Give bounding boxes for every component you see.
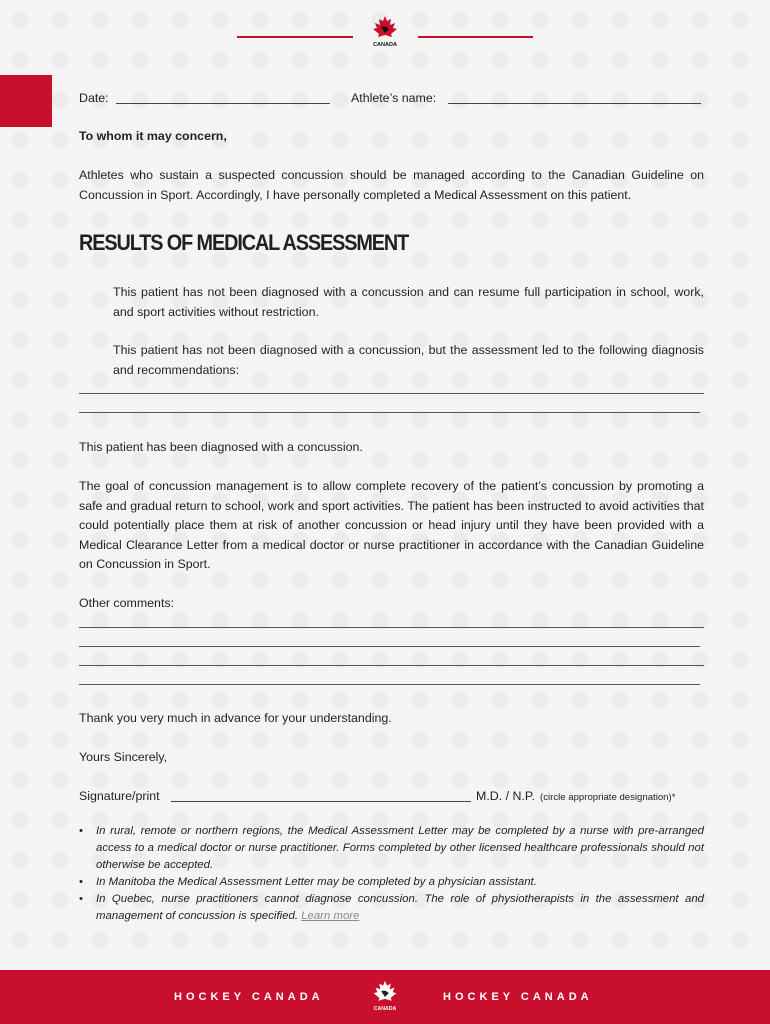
red-corner-tab (0, 75, 52, 127)
goal-paragraph: The goal of concussion management is to allow complete recovery of the patient’s concussion by promoting a safe and gradual return to school, work and sport activities. The patient has been instructed to avoid activities that could potentially place them at risk of another concussion or head injury until they have been provided with a Medical Clearance Letter from a medical doctor or nurse practitioner in accordance with the Canadian Guideline on Concussion in Sport. (79, 479, 704, 571)
date-field[interactable] (116, 103, 330, 104)
hockey-canada-logo (366, 14, 404, 48)
footnote-text: In Quebec, nurse practitioners cannot diagnose concussion. The role of physiotherapists in the assessment and management of concussion is specified. (96, 893, 704, 922)
footer-bar (0, 970, 770, 1024)
footer-brand-left: HOCKEY CANADA (174, 991, 324, 1003)
footer-brand-right: HOCKEY CANADA (443, 991, 593, 1003)
footnote-item (79, 874, 704, 891)
option-not-diagnosed-recommendations: This patient has not been diagnosed with a concussion, but the assessment led to the following diagnosis and recommendations: (113, 343, 704, 377)
header-logo-label: CANADA (373, 42, 397, 48)
bullet: • (79, 825, 83, 837)
date-label: Date: (79, 91, 109, 105)
option-diagnosed: This patient has been diagnosed with a concussion. (79, 440, 363, 454)
footnote-item (79, 891, 704, 925)
footnotes (79, 823, 704, 925)
recommendations-line-1[interactable] (79, 393, 704, 394)
greeting: To whom it may concern, (79, 129, 227, 143)
section-title: RESULTS OF MEDICAL ASSESSMENT (79, 230, 409, 255)
comments-line-3[interactable] (79, 665, 704, 666)
header-rule-right (418, 36, 533, 38)
footer-maple-leaf-logo (367, 978, 403, 1014)
athlete-name-label: Athlete’s name: (351, 91, 437, 105)
signature-field[interactable] (171, 801, 471, 802)
thanks-line: Thank you very much in advance for your understanding. (79, 711, 392, 725)
footnote-item (79, 823, 704, 874)
signature-label: Signature/print (79, 789, 160, 803)
footnote-text: In rural, remote or northern regions, the Medical Assessment Letter may be completed by a nurse with pre-arranged access to a medical doctor or nurse practitioner. Forms completed by other licensed healthcare professionals should not otherwise be accepted. (96, 825, 704, 871)
header-rule-left (237, 36, 353, 38)
footer-logo-label: CANADA (373, 1006, 397, 1013)
closing-line: Yours Sincerely, (79, 750, 168, 764)
athlete-name-field[interactable] (448, 103, 701, 104)
bullet: • (79, 876, 83, 888)
footnote-text: In Manitoba the Medical Assessment Letter may be completed by a physician assistant. (96, 876, 537, 888)
other-comments-label: Other comments: (79, 596, 175, 610)
bullet: • (79, 893, 83, 905)
option-not-diagnosed-full: This patient has not been diagnosed with a concussion and can resume full participation in school, work, and sport activities without restriction. (113, 285, 704, 319)
comments-line-2[interactable] (79, 646, 700, 647)
designation[interactable]: M.D. / N.P. (476, 789, 535, 803)
recommendations-line-2[interactable] (79, 412, 700, 413)
learn-more-link[interactable]: Learn more (301, 910, 360, 922)
comments-line-4[interactable] (79, 684, 700, 685)
comments-line-1[interactable] (79, 627, 704, 628)
designation-note: (circle appropriate designation)* (540, 792, 676, 803)
intro-paragraph: Athletes who sustain a suspected concussion should be managed according to the Canadian Guideline on Concussion in Sport. Accordingly, I have personally completed a Medical Assessment on this patient. (79, 168, 704, 202)
